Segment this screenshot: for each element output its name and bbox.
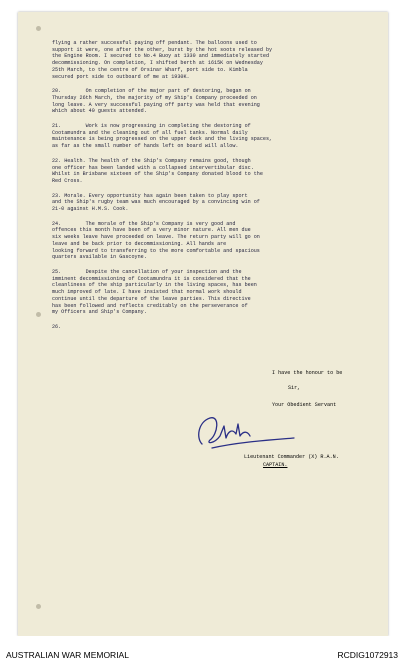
- archive-source: AUSTRALIAN WAR MEMORIAL: [6, 650, 129, 660]
- closing-sir: Sir,: [288, 385, 301, 391]
- paragraph-26: 26.: [52, 323, 62, 330]
- paragraph-23-morale: 23. Morale. Every opportunity has again been taken to play sport and the Ship's rugby team was much encouraged by a convincing win of 21-0 against H.M.S. Cook.: [52, 192, 260, 213]
- paragraph-21: 21. Work is now progressing in completing the destoring of Cootamundra and the cleaning out of all fuel tanks. Normal daily maintenance is being progressed on the upper deck and the living spaces, as far as the small number of hands left on board will allow.: [52, 123, 273, 150]
- paragraph-20: 20. On completion of the major part of destoring, began on Thursday 26th March, the majority of my Ship's Company proceeded on long leave. A very successful paying off party was held that evening which about 40 guests attended.: [52, 88, 260, 115]
- paragraph-25: 25. Despite the cancellation of your inspection and the imminent decommissioning of Cootamundra it is considered that the cleanliness of the ship particularly in the living spaces, has been much improved of late. I have insisted that normal work should continue until the departure of the leave parties. This directive has been followed and reflects creditably on the perseverance of my Officers and Ship's Company.: [52, 268, 257, 316]
- signatory-rank: Lieutenant Commander (X) R.A.N.: [244, 454, 339, 460]
- punch-hole: [36, 26, 41, 31]
- punch-hole: [36, 312, 41, 317]
- signatory-title: CAPTAIN.: [263, 462, 288, 468]
- closing-honour: I have the honour to be: [272, 370, 343, 376]
- paragraph-22-health: 22. Health. The health of the Ship's Company remains good, though one officer has been landed with a collapsed intervertibular disc. Whilst in Brisbane sixteen of the Ship's Company donated blood to the Red Cross.: [52, 157, 263, 184]
- paragraph-24: 24. The morale of the Ship's Company is very good and offences this month have been of a very minor nature. All men due six weeks leave have proceeded on leave. The return party will go on leave and be back prior to decommissioning. All hands are looking forward to transferring to the more comfortable and spacious quarters available in Gascoyne.: [52, 220, 260, 261]
- archive-footer: [0, 636, 404, 666]
- signature-icon: [190, 408, 300, 452]
- letter-body: [52, 40, 372, 339]
- paragraph-19-continued: flying a rather successful paying off pendant. The balloons used to support it were, one after the other, burst by the hot soots released by the Engine Room. I secured to No.4 Buoy at 1330 and immediately started decommissioning. On completion, I shifted berth at 1615K on Wednesday 25th March, to the centre of Orsinar Wharf, port side to. Kimbla secured port side to outboard of me at 1930K.: [52, 40, 273, 80]
- closing-servant: Your Obedient Servant: [272, 402, 337, 408]
- archive-reference: RCDIG1072913: [337, 650, 398, 660]
- punch-hole: [36, 604, 41, 609]
- document-page: [18, 12, 388, 636]
